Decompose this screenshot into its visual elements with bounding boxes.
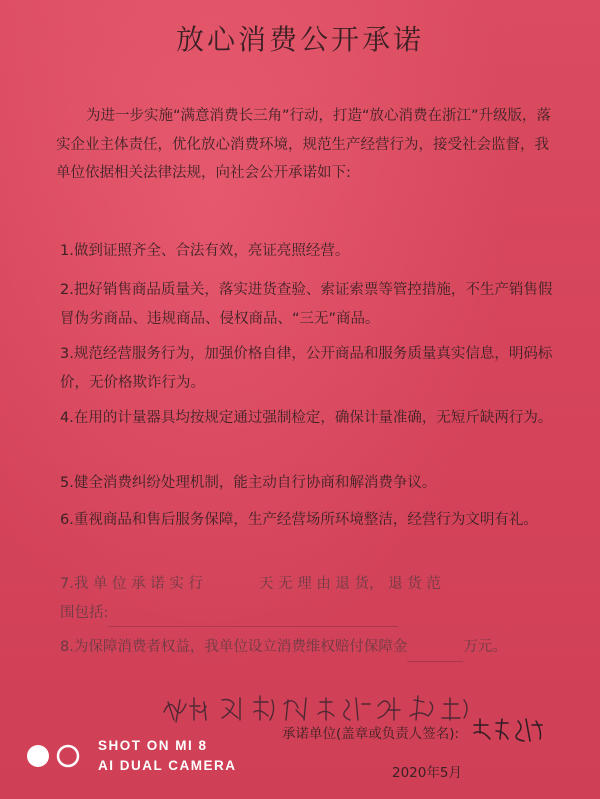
item7-text-a: 7.我 单 位 承 诺 实 行 — [60, 576, 203, 592]
commitment-item-6: 6.重视商品和售后服务保障，生产经营场所环境整洁，经营行为文明有礼。 — [60, 512, 538, 528]
intro-paragraph: 为进一步实施“满意消费长三角”行动，打造“放心消费在浙江”升级版，落实企业主体责任，优化放心消费环境，规范生产经营行为，接受社会监督，我单位依据相关法律法规，向社会公开承诺如下: — [56, 108, 552, 181]
camera-logo-icon — [24, 742, 88, 772]
item8-text-a: 8.为保障消费者权益，我单位设立消费维权赔付保障金 — [60, 639, 408, 655]
guarantee-amount-blank — [407, 643, 463, 662]
item7-text-b: 天 无 理 由 退 货， 退 货 范 — [259, 576, 441, 592]
commitment-item-4: 4.在用的计量器具均按规定通过强制检定，确保计量准确，无短斤缺两行为。 — [60, 410, 553, 426]
signer-label: 承诺单位(盖章或负责人签名): — [282, 726, 460, 742]
camera-watermark — [24, 738, 274, 782]
handwritten-company-name — [160, 690, 480, 726]
signature — [470, 715, 550, 745]
return-scope-blank — [108, 608, 398, 627]
commitment-item-1: 1.做到证照齐全、合法有效，亮证亮照经营。 — [60, 243, 350, 259]
document-title: 放心消费公开承诺 — [175, 23, 424, 56]
commitment-item-8 — [60, 633, 560, 662]
document-date: 2020年5月 — [392, 765, 462, 781]
commitment-item-2: 2.把好销售商品质量关，落实进货查验、索证索票等管控措施，不生产销售假冒伪劣商品、违规商品、侵权商品、“三无”商品。 — [60, 282, 553, 327]
item7-text-c: 围包括: — [60, 604, 109, 621]
commitment-item-7 — [60, 570, 560, 627]
item8-text-b: 万元。 — [463, 639, 507, 655]
commitment-item-3: 3.规范经营服务行为，加强价格自律，公开商品和服务质量真实信息，明码标价，无价格欺诈行为。 — [60, 346, 553, 391]
watermark-line-2: AI DUAL CAMERA — [98, 758, 237, 773]
commitment-item-5: 5.健全消费纠纷处理机制，能主动自行协商和解消费争议。 — [60, 475, 437, 491]
watermark-line-1: SHOT ON MI 8 — [98, 738, 208, 753]
